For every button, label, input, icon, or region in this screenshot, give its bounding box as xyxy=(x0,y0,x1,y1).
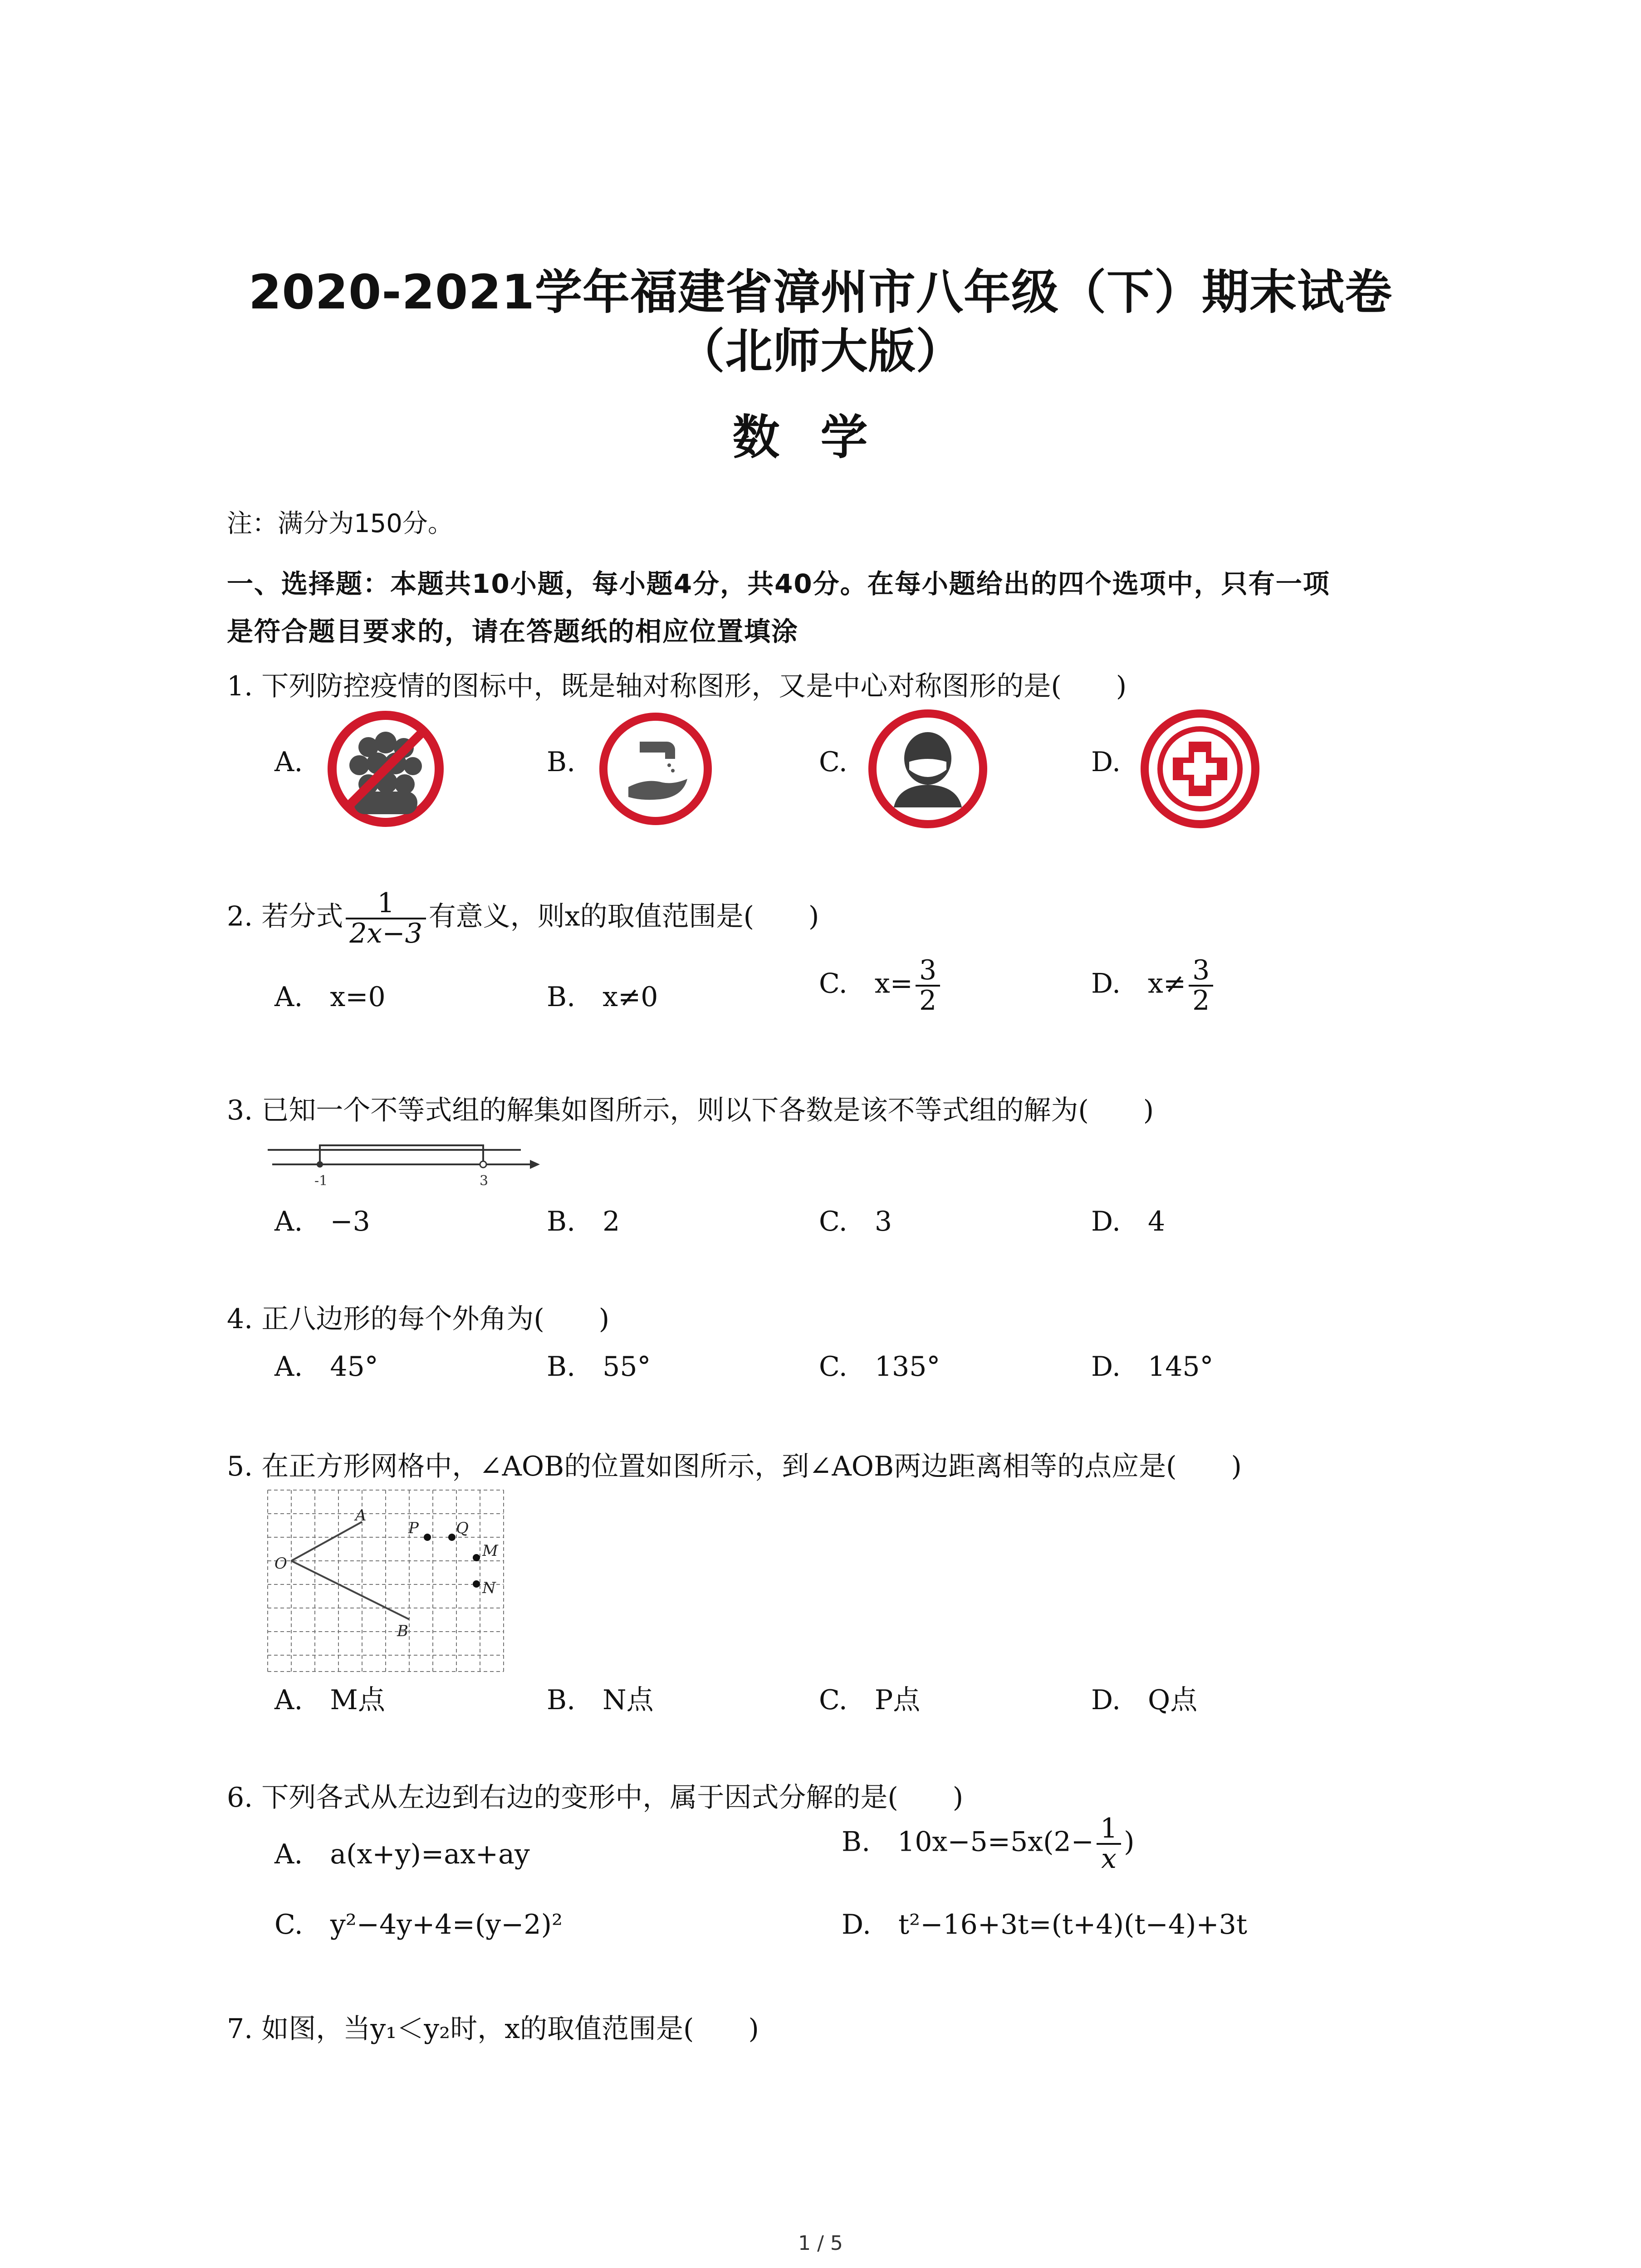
q1-option-d-label: D. xyxy=(1091,746,1121,778)
hand-wash-icon xyxy=(597,710,715,828)
point-label-o: O xyxy=(274,1554,287,1573)
question-4-stem: 4. 正八边形的每个外角为( ) xyxy=(227,1303,610,1335)
page-title: 2020-2021学年福建省漳州市八年级（下）期末试卷 xyxy=(248,264,1393,320)
q1-option-b-label: B. xyxy=(547,746,576,778)
q5-option-a: A. M点 xyxy=(274,1684,385,1716)
q1-option-c-label: C. xyxy=(819,746,847,778)
point-label-p: P xyxy=(408,1519,419,1537)
section-heading-line1: 一、选择题：本题共10小题，每小题4分，共40分。在每小题给出的四个选项中，只有一项 xyxy=(227,568,1330,599)
question-1-stem: 1. 下列防控疫情的图标中，既是轴对称图形，又是中心对称图形的是( ) xyxy=(227,670,1127,702)
q5-option-c: C. P点 xyxy=(819,1684,921,1716)
no-crowd-icon xyxy=(327,710,445,828)
q2-fraction: $\frac{1}{2x-3}$ xyxy=(346,889,426,948)
q4-option-a: A. 45° xyxy=(274,1351,378,1383)
q6-option-b: B. 10x−5=5x(2− $\frac{1}{x}$ ) xyxy=(842,1813,1135,1875)
subject-heading: 数学 xyxy=(732,410,909,465)
number-line-figure xyxy=(268,1132,544,1195)
point-label-n: N xyxy=(482,1579,496,1597)
question-5-stem: 5. 在正方形网格中，∠AOB的位置如图所示，到∠AOB两边距离相等的点应是( ) xyxy=(227,1451,1242,1482)
q2-option-d: D. x≠ $\frac{3}{2}$ xyxy=(1091,956,1216,1015)
tick-label-right: 3 xyxy=(480,1173,489,1189)
q2-option-a: A. x=0 xyxy=(274,981,386,1013)
q1-option-a-label: A. xyxy=(274,746,303,778)
q4-option-b: B. 55° xyxy=(547,1351,651,1383)
q5-option-b: B. N点 xyxy=(547,1684,654,1716)
page-number: 1 / 5 xyxy=(798,2232,843,2255)
question-3-stem: 3. 已知一个不等式组的解集如图所示，则以下各数是该不等式组的解为( ) xyxy=(227,1095,1154,1126)
mask-icon xyxy=(867,708,989,830)
q5-option-d: D. Q点 xyxy=(1091,1684,1198,1716)
question-6-stem: 6. 下列各式从左边到右边的变形中，属于因式分解的是( ) xyxy=(227,1782,964,1813)
medical-cross-icon xyxy=(1139,708,1261,830)
q3-option-d: D. 4 xyxy=(1091,1206,1166,1237)
page-subtitle: （北师大版） xyxy=(677,323,964,379)
point-label-a: A xyxy=(355,1506,367,1525)
section-heading-line2: 是符合题目要求的，请在答题纸的相应位置填涂 xyxy=(227,616,799,647)
q2-option-c: C. x= $\frac{3}{2}$ xyxy=(819,956,943,1015)
q3-option-b: B. 2 xyxy=(547,1206,620,1237)
note-text: 注：满分为150分。 xyxy=(227,509,453,538)
point-label-q: Q xyxy=(456,1519,469,1537)
q4-option-d: D. 145° xyxy=(1091,1351,1214,1383)
question-2-stem: 2. 若分式 $\frac{1}{2x-3}$ 有意义，则x的取值范围是( ) xyxy=(227,887,819,949)
point-label-b: B xyxy=(397,1622,408,1640)
question-7-stem: 7. 如图，当y₁＜y₂时，x的取值范围是( ) xyxy=(227,2013,759,2045)
q3-option-c: C. 3 xyxy=(819,1206,892,1237)
q6-option-c: C. y²−4y+4=(y−2)² xyxy=(274,1909,563,1941)
q6-option-d: D. t²−16+3t=(t+4)(t−4)+3t xyxy=(842,1909,1247,1941)
q4-option-c: C. 135° xyxy=(819,1351,941,1383)
point-label-m: M xyxy=(482,1542,498,1560)
q3-option-a: A. −3 xyxy=(274,1206,370,1237)
angle-grid-figure xyxy=(265,1488,508,1676)
q6-option-a: A. a(x+y)=ax+ay xyxy=(274,1838,530,1870)
tick-label-left: -1 xyxy=(314,1173,328,1189)
q2-option-b: B. x≠0 xyxy=(547,981,658,1013)
